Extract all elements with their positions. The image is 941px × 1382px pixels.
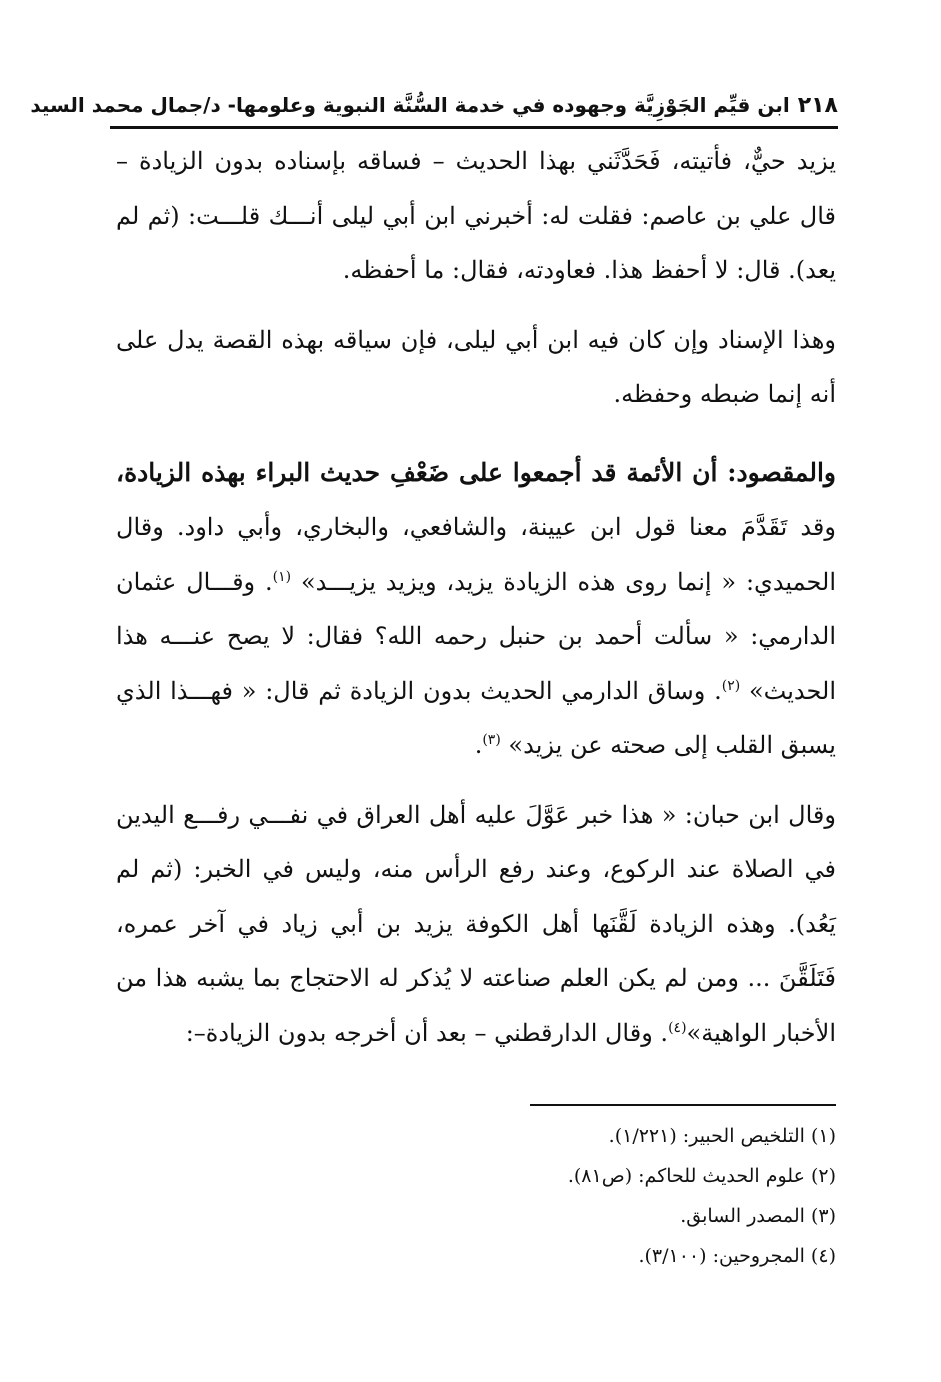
footnote-2: (٢) علوم الحديث للحاكم: (ص٨١). <box>567 1165 836 1187</box>
footnotes <box>380 1116 836 1276</box>
paragraph-3-text-a: وقد تَقَدَّمَ معنا قول ابن عيينة، والشافعي، والبخاري، وأبي داود. وقال الحميدي: « إنما روى هذه الزيادة يزيد، ويزيد يزيـــد» <box>116 513 837 596</box>
header-divider <box>110 126 838 129</box>
footnote-1: (١) التلخيص الحبير: (١/٢٢١). <box>608 1125 836 1147</box>
paragraph-2: وهذا الإسناد وإن كان فيه ابن أبي ليلى، فإن سياقه بهذه القصة يدل على أنه إنما ضبطه وحفظه. <box>116 325 836 408</box>
footnote-4: (٤) المجروحين: (٣/١٠٠). <box>638 1245 836 1267</box>
page-number: ٢١٨ <box>797 92 838 118</box>
paragraph-3-text-b: . وقـــال عثمان الدارمي: « سألت أحمد بن حنبل رحمه الله؟ فقال: لا يصح عنـــه هذا الحديث» <box>116 567 836 705</box>
paragraph-1: يزيد حيٌّ، فأتيته، فَحَدَّثَني بهذا الحديث – فساقه بإسناده بدون الزيادة – قال علي بن عاصم: فقلت له: أخبرني ابن أبي ليلى أنـــك قلـــت: (ثم لم يعد). قال: لا أحفظ هذا. فعاودته، فقال: ما أحفظه. <box>116 147 836 284</box>
footnote-3: (٣) المصدر السابق. <box>680 1205 836 1227</box>
paragraph-4-text-a: وقال ابن حبان: « هذا خبر عَوَّلَ عليه أهل العراق في نفـــي رفـــع اليدين في الصلاة عند الركوع، وعند رفع الرأس منه، وليس في الخبر: (ثم لم يَعُد). وهذه الزيادة لَقَّنَها أهل الكوفة يزيد بن أبي زياد في آخر عمره، فَتَلَقَّنَ ... ومن لم يكن العلم صناعته لا يُذكر له الاحتجاج بما يشبه هذا من الأخبار الواهية» <box>116 800 836 1047</box>
paragraph-4-text-b: . وقال الدارقطني – بعد أن أخرجه بدون الزيادة–: <box>185 1018 669 1047</box>
paragraph-3-text-c: . وساق الدارمي الحديث بدون الزيادة ثم قال: « فهـــذا الذي يسبق القلب إلى صحته عن يزيد» <box>116 676 836 759</box>
running-header <box>30 86 838 124</box>
main-text <box>116 134 836 1060</box>
paragraph-4 <box>116 788 836 1061</box>
paragraph-3 <box>116 446 836 773</box>
footnote-divider <box>530 1104 836 1106</box>
footnote-ref-1[interactable]: (١) <box>272 568 292 585</box>
paragraph-3-text-d: . <box>474 731 483 759</box>
running-title: ابن قيِّم الجَوْزِيَّة وجهوده في خدمة السُّنَّة النبوية وعلومها- د/جمال محمد السيد <box>30 93 790 117</box>
footnote-ref-3[interactable]: (٣) <box>482 732 501 748</box>
bold-statement: والمقصود: أن الأئمة قد أجمعوا على ضَعْفِ حديث البراء بهذه الزيادة، <box>116 457 836 487</box>
footnote-ref-4[interactable]: (٤) <box>668 1019 687 1036</box>
footnote-ref-2[interactable]: (٢) <box>721 677 741 694</box>
